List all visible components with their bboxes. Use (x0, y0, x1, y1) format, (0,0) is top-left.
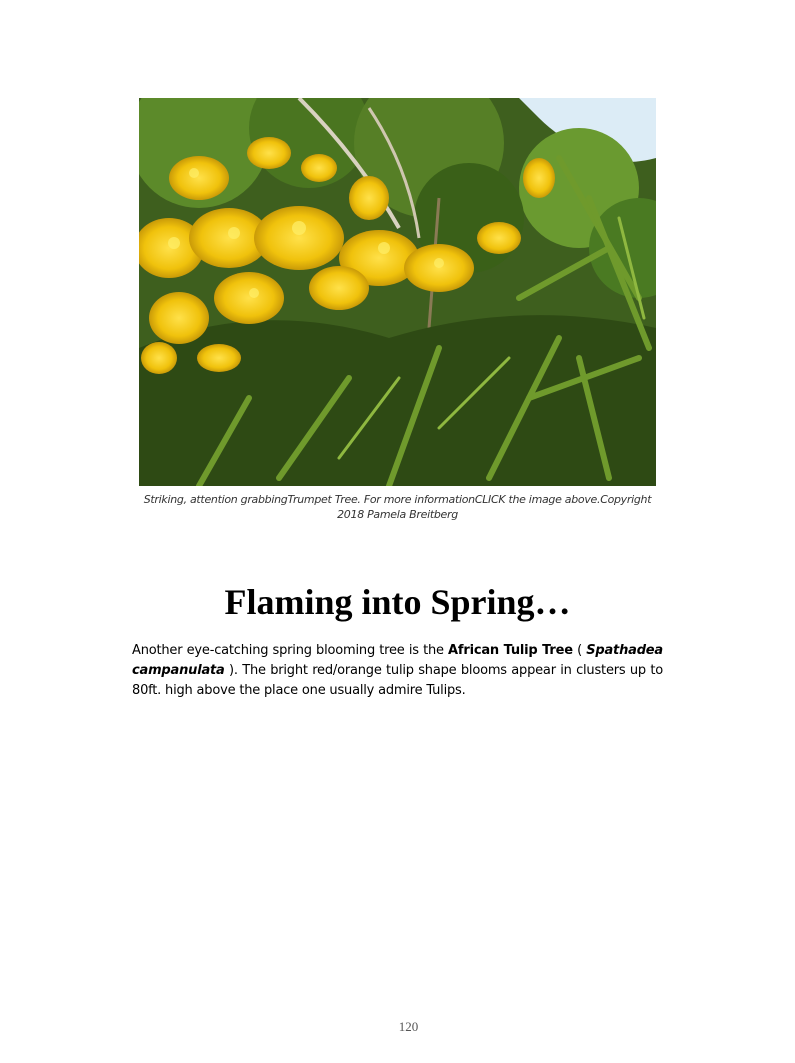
paragraph-text-1: Another eye-catching spring blooming tree is the (132, 643, 449, 658)
tree-name: African Tulip Tree (448, 643, 573, 658)
scientific-name: Spathadea campanulata (132, 643, 663, 678)
body-paragraph (132, 641, 663, 701)
photo-caption (139, 492, 656, 522)
section-heading: Flaming into Spring… (224, 582, 571, 622)
paragraph-text-3: ). The bright red/orange tulip shape blooms appear in clusters up to 80ft. high above the place one usually admire Tulips. (132, 663, 663, 698)
paragraph-text-2: ( (572, 643, 587, 658)
page-number: 120 (398, 1019, 419, 1034)
caption-line-1: Striking, attention grabbingTrumpet Tree. For more informationCLICK the image above.Copyright (143, 493, 652, 506)
trumpet-tree-illustration (139, 98, 656, 486)
caption-line-2: 2018 Pamela Breitberg (337, 508, 458, 521)
trumpet-tree-photo[interactable] (139, 98, 656, 486)
